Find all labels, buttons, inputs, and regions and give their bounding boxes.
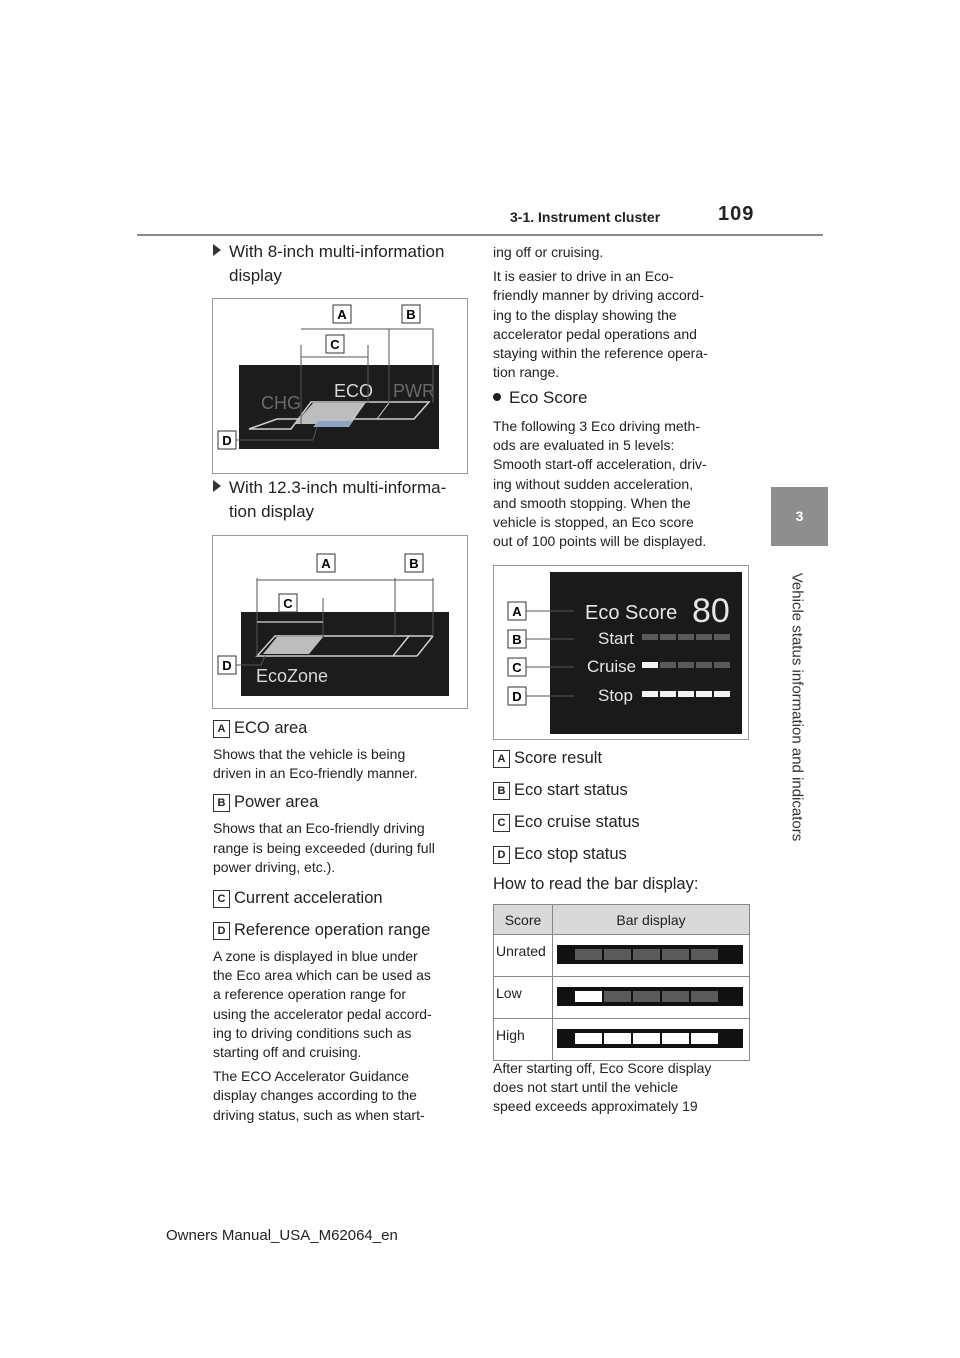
intro-5: and smooth stopping. When the <box>493 494 691 511</box>
bar-segment <box>633 949 660 960</box>
legend-score-result <box>493 749 755 768</box>
score-title: Eco Score <box>585 602 678 624</box>
score-segment <box>678 691 694 697</box>
zone-eco: ECO <box>334 381 374 401</box>
triangle-bullet-icon <box>213 480 221 492</box>
intro-3: Smooth start-off acceleration, driv- <box>493 456 707 473</box>
letter-box-a: A <box>213 720 230 738</box>
chapter-side-title <box>787 552 807 862</box>
page-number: 109 <box>718 203 755 225</box>
score-value: 80 <box>692 592 730 630</box>
bar-cell-low <box>553 977 750 1019</box>
figure-8inch-eco-guidance <box>212 298 468 474</box>
continuation-text <box>493 243 755 382</box>
para-end-3: driving status, such as when start- <box>213 1106 425 1123</box>
col-bar-display: Bar display <box>553 905 750 935</box>
legend-start-status-title: Eco start status <box>514 781 628 799</box>
chapter-side-title-text: Vehicle status information and indicators <box>788 572 806 842</box>
heading-eco-score-text: Eco Score <box>509 388 588 407</box>
chapter-tab: 3 <box>771 487 828 546</box>
heading-12inch <box>213 476 473 524</box>
score-segment <box>660 662 676 668</box>
figure-8inch-svg <box>213 299 467 473</box>
intro-2: ods are evaluated in 5 levels: <box>493 437 675 454</box>
bar-segment <box>604 991 631 1002</box>
score-segment <box>660 634 676 640</box>
bar-segment <box>575 949 602 960</box>
heading-12inch-line2: tion display <box>229 502 315 521</box>
bar-high <box>553 1019 749 1057</box>
legend-d-desc-3: a reference operation range for <box>213 986 407 1003</box>
bar-display-table <box>493 904 750 1061</box>
score-segment <box>642 691 658 697</box>
bar-segment <box>604 1033 631 1044</box>
table-header-row <box>494 905 750 935</box>
bar-cell-high <box>553 1019 750 1061</box>
callout-c: C <box>283 596 293 611</box>
cont-1: ing off or cruising. <box>493 244 604 260</box>
callout-c: C <box>330 337 340 352</box>
cont-4: ing to the display showing the <box>493 306 677 323</box>
bar-segment <box>691 991 718 1002</box>
legend-d-title: Reference operation range <box>234 921 431 940</box>
heading-8inch <box>213 240 473 288</box>
callout-d: D <box>512 689 522 704</box>
callout-d: D <box>222 433 232 448</box>
cont-5: accelerator pedal operations and <box>493 325 697 342</box>
intro-6: vehicle is stopped, an Eco score <box>493 514 694 531</box>
callout-b: B <box>406 307 416 322</box>
bar-segment <box>633 991 660 1002</box>
letter-box-a: A <box>493 750 510 768</box>
figure-12inch-svg <box>213 536 467 708</box>
callout-b: B <box>409 556 419 571</box>
score-segment <box>696 662 712 668</box>
reference-range <box>313 421 353 427</box>
score-segment <box>642 662 658 668</box>
legend-d-desc-6: starting off and cruising. <box>213 1044 362 1061</box>
table-row <box>494 1019 750 1061</box>
table-row <box>494 935 750 977</box>
score-segment <box>714 662 730 668</box>
legend-b <box>213 793 473 812</box>
figure-eco-score <box>493 565 749 740</box>
callout-d: D <box>222 658 232 673</box>
heading-8inch-line1: With 8-inch multi-information <box>229 242 445 261</box>
bar-segment <box>662 991 689 1002</box>
legend-d-desc-5: ing to driving conditions such as <box>213 1024 412 1041</box>
outro-2: does not start until the vehicle <box>493 1079 679 1096</box>
section-title: 3-1. Instrument cluster <box>510 209 661 225</box>
callout-c: C <box>512 660 522 675</box>
letter-box-b: B <box>213 794 230 812</box>
legend-d <box>213 921 473 940</box>
bar-unrated <box>553 935 749 973</box>
legend-a-desc-1: Shows that the vehicle is being <box>213 746 406 762</box>
bar-segment <box>691 1033 718 1044</box>
legend-cruise-status-title: Eco cruise status <box>514 813 640 831</box>
bar-cell-unrated <box>553 935 750 977</box>
legend-b-desc-3: power driving, etc.). <box>213 858 336 875</box>
bar-segment <box>691 949 718 960</box>
score-segment <box>678 662 694 668</box>
round-bullet-icon <box>493 393 501 401</box>
table-intro: How to read the bar display: <box>493 875 699 893</box>
legend-d-desc-4: using the accelerator pedal accord- <box>213 1005 432 1022</box>
legend-b-desc-1: Shows that an Eco-friendly driving <box>213 820 425 837</box>
bar-segment <box>662 949 689 960</box>
legend-stop-status <box>493 845 755 864</box>
callout-a: A <box>337 307 347 322</box>
score-high: High <box>494 1019 553 1061</box>
letter-box-c: C <box>213 890 230 908</box>
bar-low <box>553 977 749 1015</box>
bar-segment <box>662 1033 689 1044</box>
cont-3: friendly manner by driving accord- <box>493 287 704 304</box>
footer-manual-id: Owners Manual_USA_M62064_en <box>166 1227 398 1244</box>
bar-segment <box>633 1033 660 1044</box>
bar-segment <box>575 991 602 1002</box>
row-stop-label: Stop <box>598 686 633 705</box>
cont-2: It is easier to drive in an Eco- <box>493 268 674 285</box>
cont-6: staying within the reference opera- <box>493 345 708 362</box>
para-end-2: display changes according to the <box>213 1087 417 1104</box>
legend-b-desc-2: range is being exceeded (during full <box>213 839 435 856</box>
outro-3: speed exceeds approximately 19 <box>493 1098 698 1115</box>
legend-a-title: ECO area <box>234 719 308 737</box>
row-cruise-label: Cruise <box>587 657 637 676</box>
score-segment <box>696 634 712 640</box>
legend-b-title: Power area <box>234 793 319 812</box>
legend-left <box>213 719 473 1125</box>
score-segment <box>642 634 658 640</box>
zone-chg: CHG <box>261 393 301 413</box>
ecozone-label: EcoZone <box>256 666 329 686</box>
score-segment <box>714 691 730 697</box>
callout-a: A <box>512 604 522 619</box>
eco-score-intro <box>493 417 755 551</box>
legend-d-desc-2: the Eco area which can be used as <box>213 967 431 984</box>
score-low: Low <box>494 977 553 1019</box>
outro-text <box>493 1059 755 1117</box>
legend-c <box>213 889 473 908</box>
legend-d-desc-1: A zone is displayed in blue under <box>213 948 418 965</box>
bar-segment <box>575 1033 602 1044</box>
letter-box-b: B <box>493 782 510 800</box>
figure-eco-score-svg <box>494 566 748 739</box>
zone-pwr: PWR <box>393 381 435 401</box>
figure-12inch-eco-guidance <box>212 535 468 709</box>
legend-cruise-status <box>493 813 755 832</box>
header-divider <box>137 234 823 236</box>
row-start-label: Start <box>598 629 634 648</box>
heading-12inch-line1: With 12.3-inch multi-informa- <box>229 478 447 497</box>
para-end-1: The ECO Accelerator Guidance <box>213 1068 410 1085</box>
legend-stop-status-title: Eco stop status <box>514 845 627 863</box>
legend-right <box>493 749 755 864</box>
intro-7: out of 100 points will be displayed. <box>493 533 707 550</box>
letter-box-c: C <box>493 814 510 832</box>
legend-start-status <box>493 781 755 800</box>
score-unrated: Unrated <box>494 935 553 977</box>
legend-c-title: Current acceleration <box>234 889 383 908</box>
intro-4: ing without sudden acceleration, <box>493 475 694 492</box>
table-row <box>494 977 750 1019</box>
cont-7: tion range. <box>493 364 560 381</box>
heading-8inch-line2: display <box>229 266 282 285</box>
col-score: Score <box>494 905 553 935</box>
letter-box-d: D <box>213 922 230 940</box>
score-segment <box>660 691 676 697</box>
callout-b: B <box>512 632 522 647</box>
triangle-bullet-icon <box>213 244 221 256</box>
bar-segment <box>604 949 631 960</box>
score-segment <box>696 691 712 697</box>
outro-1: After starting off, Eco Score display <box>493 1060 712 1076</box>
intro-1: The following 3 Eco driving meth- <box>493 418 700 434</box>
score-segment <box>678 634 694 640</box>
heading-eco-score <box>493 386 755 410</box>
legend-score-result-title: Score result <box>514 749 603 767</box>
callout-a: A <box>321 556 331 571</box>
letter-box-d: D <box>493 846 510 864</box>
score-segment <box>714 634 730 640</box>
legend-a-desc-2: driven in an Eco-friendly manner. <box>213 765 418 782</box>
legend-a <box>213 719 473 738</box>
